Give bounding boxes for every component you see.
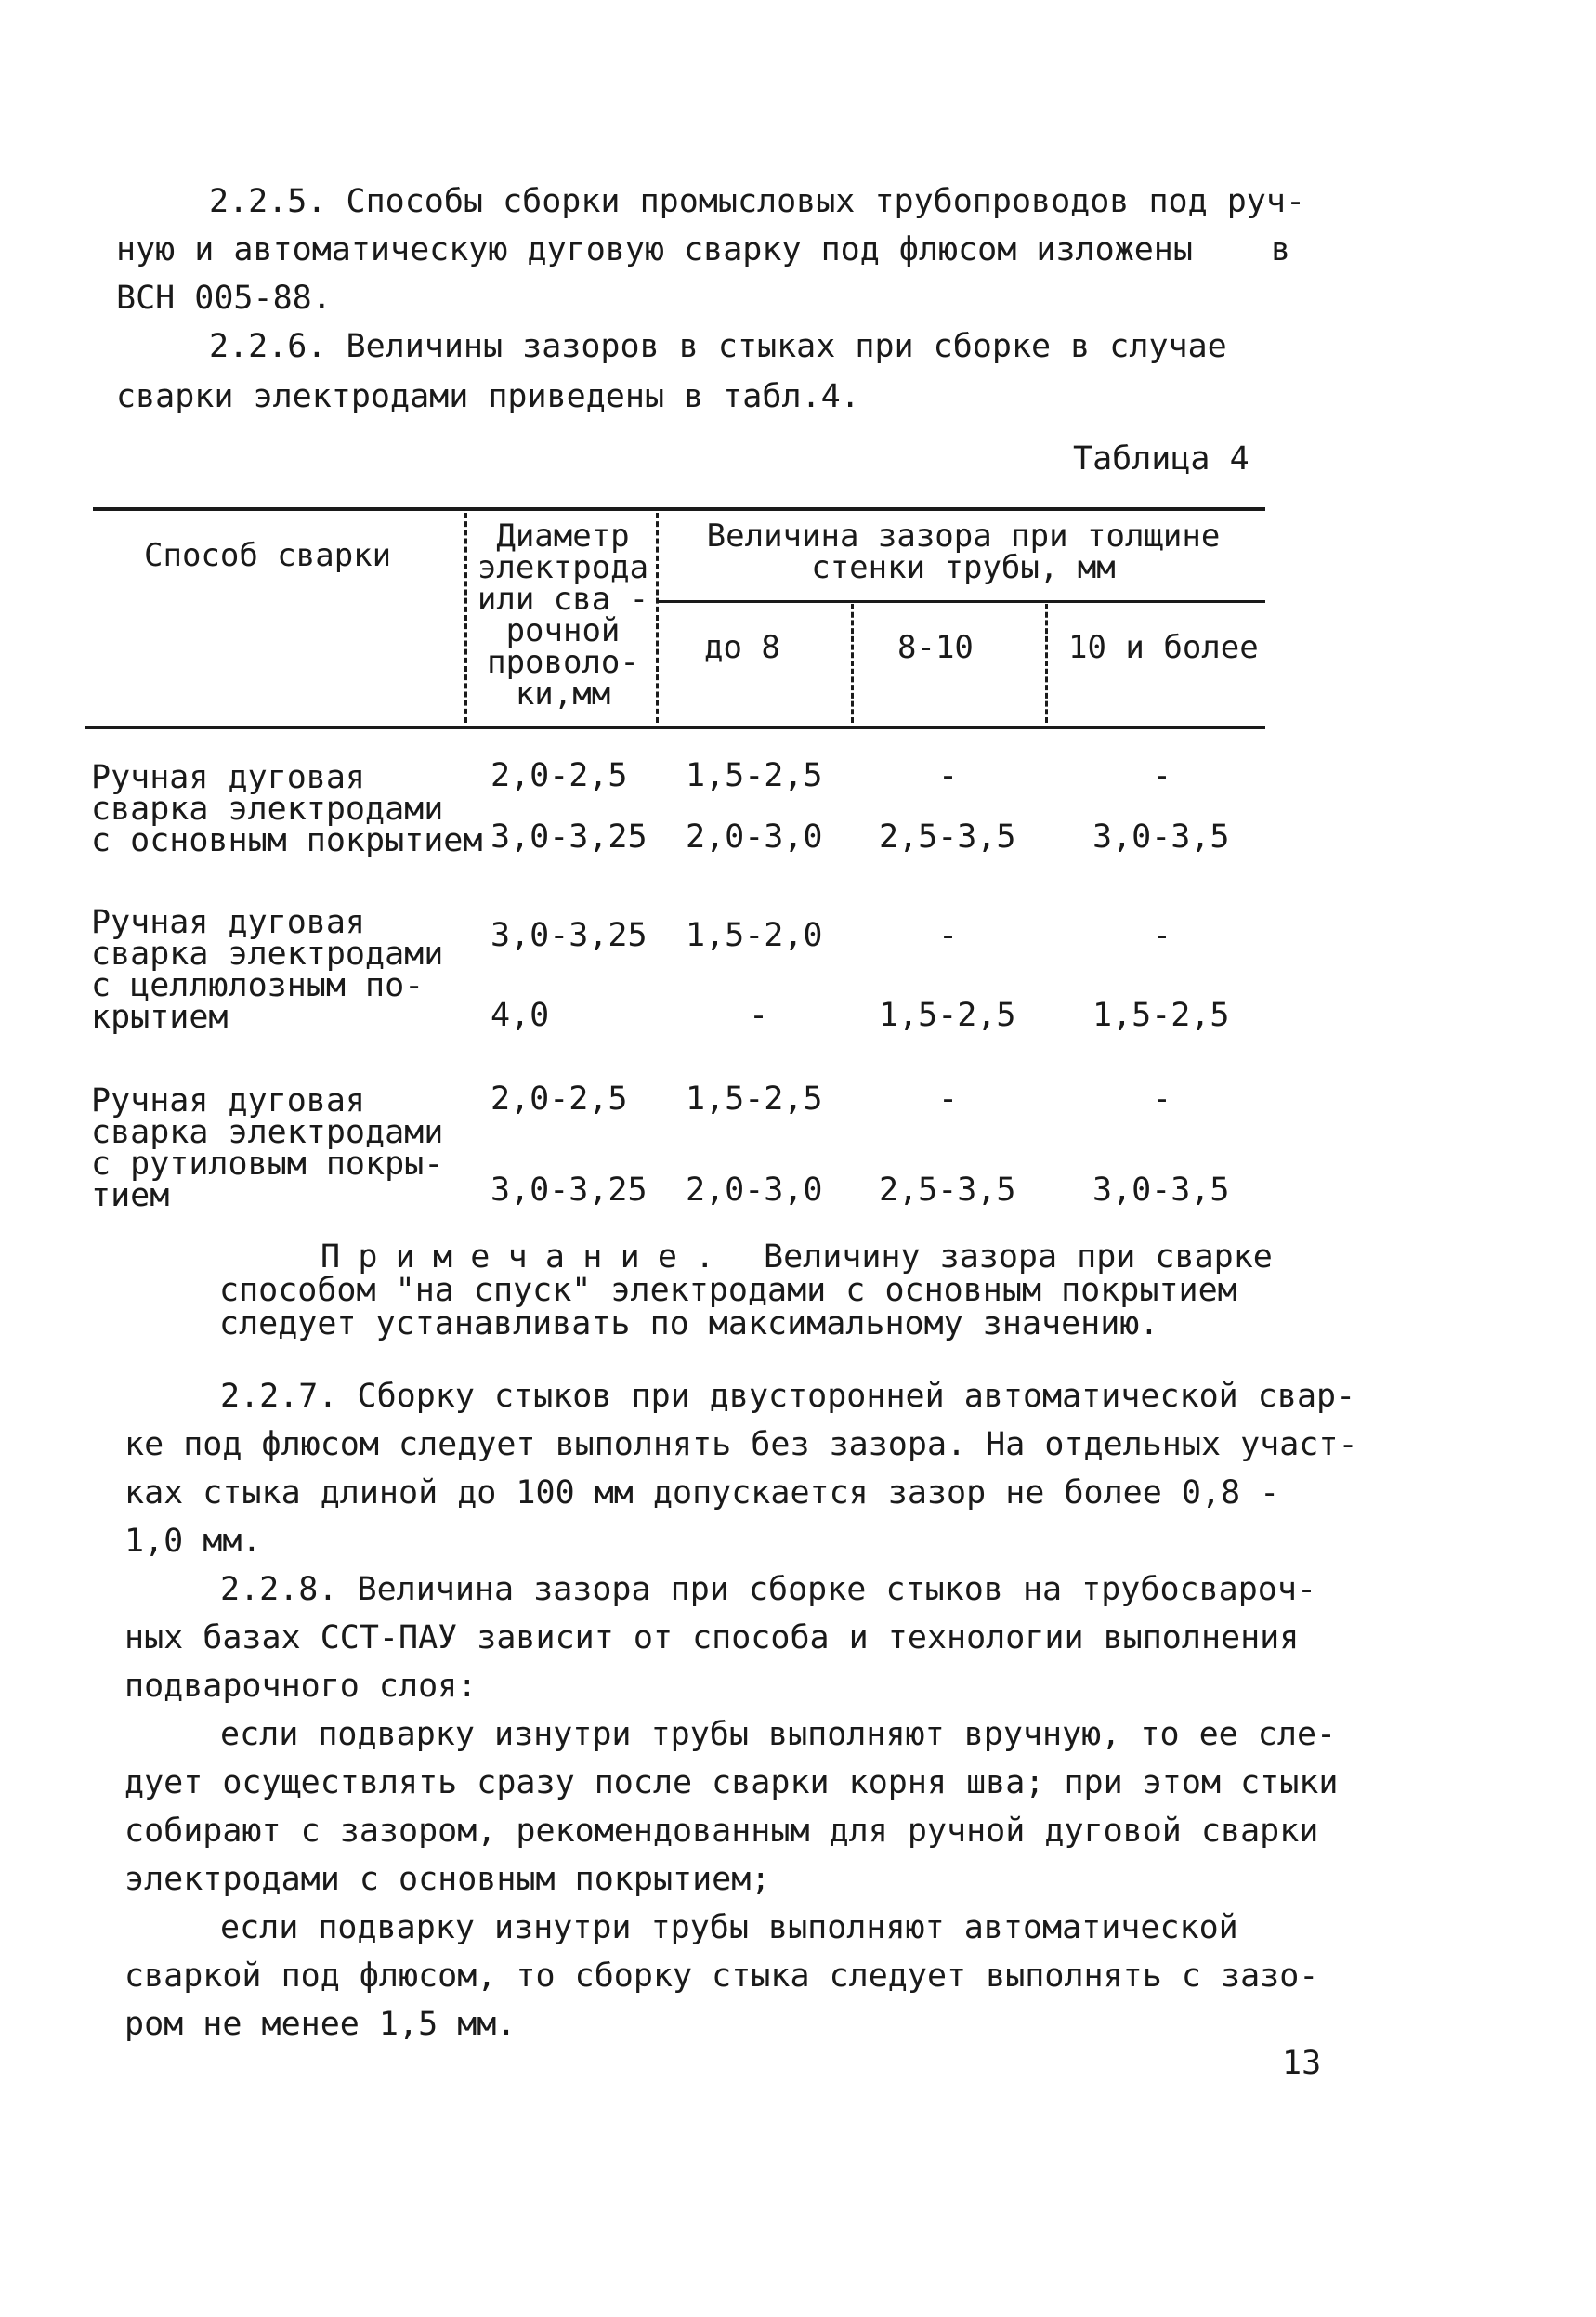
table-caption: Таблица 4 — [1073, 440, 1249, 478]
note-label: Примечание. — [321, 1238, 733, 1276]
table-cell: 1,5-2,5 — [686, 757, 823, 794]
para-227-line-4: 1,0 мм. — [124, 1523, 262, 1560]
para-228-line-4: если подварку изнутри трубы выполняют вручную, то ее сле- — [220, 1716, 1337, 1753]
para-225-line-2-end: в — [1271, 231, 1291, 268]
group-2-method: Ручная дуговая сварка электродами с целлюлозным по- крытием — [91, 904, 444, 1036]
table-cell: 2,0-2,5 — [491, 1080, 628, 1118]
para-225-line-3: ВСН 005-88. — [116, 280, 332, 317]
header-method: Способ сварки — [144, 537, 392, 574]
para-226-line-2: сварки электродами приведены в табл.4. — [116, 378, 860, 415]
para-225-line-2: ную и автоматическую дуговую сварку под флюсом изложены — [116, 231, 1193, 268]
table-cell: - — [938, 1080, 959, 1118]
table-cell: 4,0 — [491, 997, 550, 1034]
table-cell: - — [749, 997, 769, 1034]
table-top-rule — [93, 507, 1265, 511]
group-1-method: Ручная дуговая сварка электродами с основным покрытием — [91, 759, 483, 859]
page-number: 13 — [1282, 2045, 1322, 2082]
header-gap-col-3: 10 и более — [1068, 629, 1259, 666]
group-3-method: Ручная дуговая сварка электродами с рутиловым покры- тием — [91, 1082, 444, 1214]
header-diameter: Диаметр электрода или сва - рочной проволо- ки,мм — [477, 517, 649, 713]
header-gap-col-1: до 8 — [704, 629, 780, 666]
table-cell: 2,5-3,5 — [879, 818, 1016, 856]
col-separator-1 — [464, 513, 467, 723]
table-cell: 3,0-3,5 — [1092, 818, 1230, 856]
header-gap-col-2: 8-10 — [897, 629, 974, 666]
table-cell: 3,0-3,5 — [1092, 1172, 1230, 1209]
table-cell: 2,0-3,0 — [686, 818, 823, 856]
col-separator-3 — [851, 604, 854, 723]
note-line-2: способом "на спуск" электродами с основным покрытием — [219, 1272, 1237, 1309]
para-228-line-6: собирают с зазором, рекомендованным для ручной дуговой сварки — [124, 1813, 1319, 1850]
table-subheader-rule — [658, 600, 1265, 603]
para-228-line-5: дует осуществлять сразу после сварки корня шва; при этом стыки — [124, 1764, 1339, 1801]
para-228-line-2: ных базах ССТ-ПАУ зависит от способа и технологии выполнения — [124, 1619, 1300, 1656]
note-line-3: следует устанавливать по максимальному значению. — [219, 1305, 1159, 1342]
table-cell: 3,0-3,25 — [491, 818, 648, 856]
para-228-line-3: подварочного слоя: — [124, 1668, 477, 1705]
header-gap-group: Величина зазора при толщине стенки трубы, мм — [706, 517, 1221, 586]
para-227-line-2: ке под флюсом следует выполнять без зазора. На отдельных участ- — [124, 1426, 1358, 1463]
table-cell: 2,5-3,5 — [879, 1172, 1016, 1209]
table-header-bottom-rule — [85, 726, 1265, 729]
note-line-1: Величину зазора при сварке — [764, 1238, 1273, 1276]
para-228-line-1: 2.2.8. Величина зазора при сборке стыков на трубосвароч- — [220, 1571, 1317, 1608]
para-228-line-7: электродами с основным покрытием; — [124, 1861, 771, 1898]
para-228-line-10: ром не менее 1,5 мм. — [124, 2006, 517, 2043]
table-cell: 2,0-2,5 — [491, 757, 628, 794]
para-227-line-1: 2.2.7. Сборку стыков при двусторонней автоматической свар- — [220, 1378, 1356, 1415]
table-cell: 1,5-2,0 — [686, 917, 823, 954]
table-cell: 3,0-3,25 — [491, 1172, 648, 1209]
table-cell: - — [1152, 917, 1172, 954]
col-separator-4 — [1045, 604, 1048, 723]
table-cell: - — [1152, 757, 1172, 794]
para-226-line-1: 2.2.6. Величины зазоров в стыках при сборке в случае — [209, 328, 1227, 365]
table-cell: 3,0-3,25 — [491, 917, 648, 954]
table-cell: - — [938, 917, 959, 954]
col-separator-2 — [656, 513, 659, 723]
table-cell: 1,5-2,5 — [686, 1080, 823, 1118]
table-cell: 1,5-2,5 — [879, 997, 1016, 1034]
para-225-line-1: 2.2.5. Способы сборки промысловых трубопроводов под руч- — [209, 183, 1306, 220]
para-228-line-8: если подварку изнутри трубы выполняют автоматической — [220, 1909, 1238, 1946]
para-227-line-3: ках стыка длиной до 100 мм допускается зазор не более 0,8 - — [124, 1474, 1280, 1512]
table-cell: 2,0-3,0 — [686, 1172, 823, 1209]
table-cell: - — [1152, 1080, 1172, 1118]
table-cell: 1,5-2,5 — [1092, 997, 1230, 1034]
table-cell: - — [938, 757, 959, 794]
para-228-line-9: сваркой под флюсом, то сборку стыка следует выполнять с зазо- — [124, 1957, 1319, 1995]
